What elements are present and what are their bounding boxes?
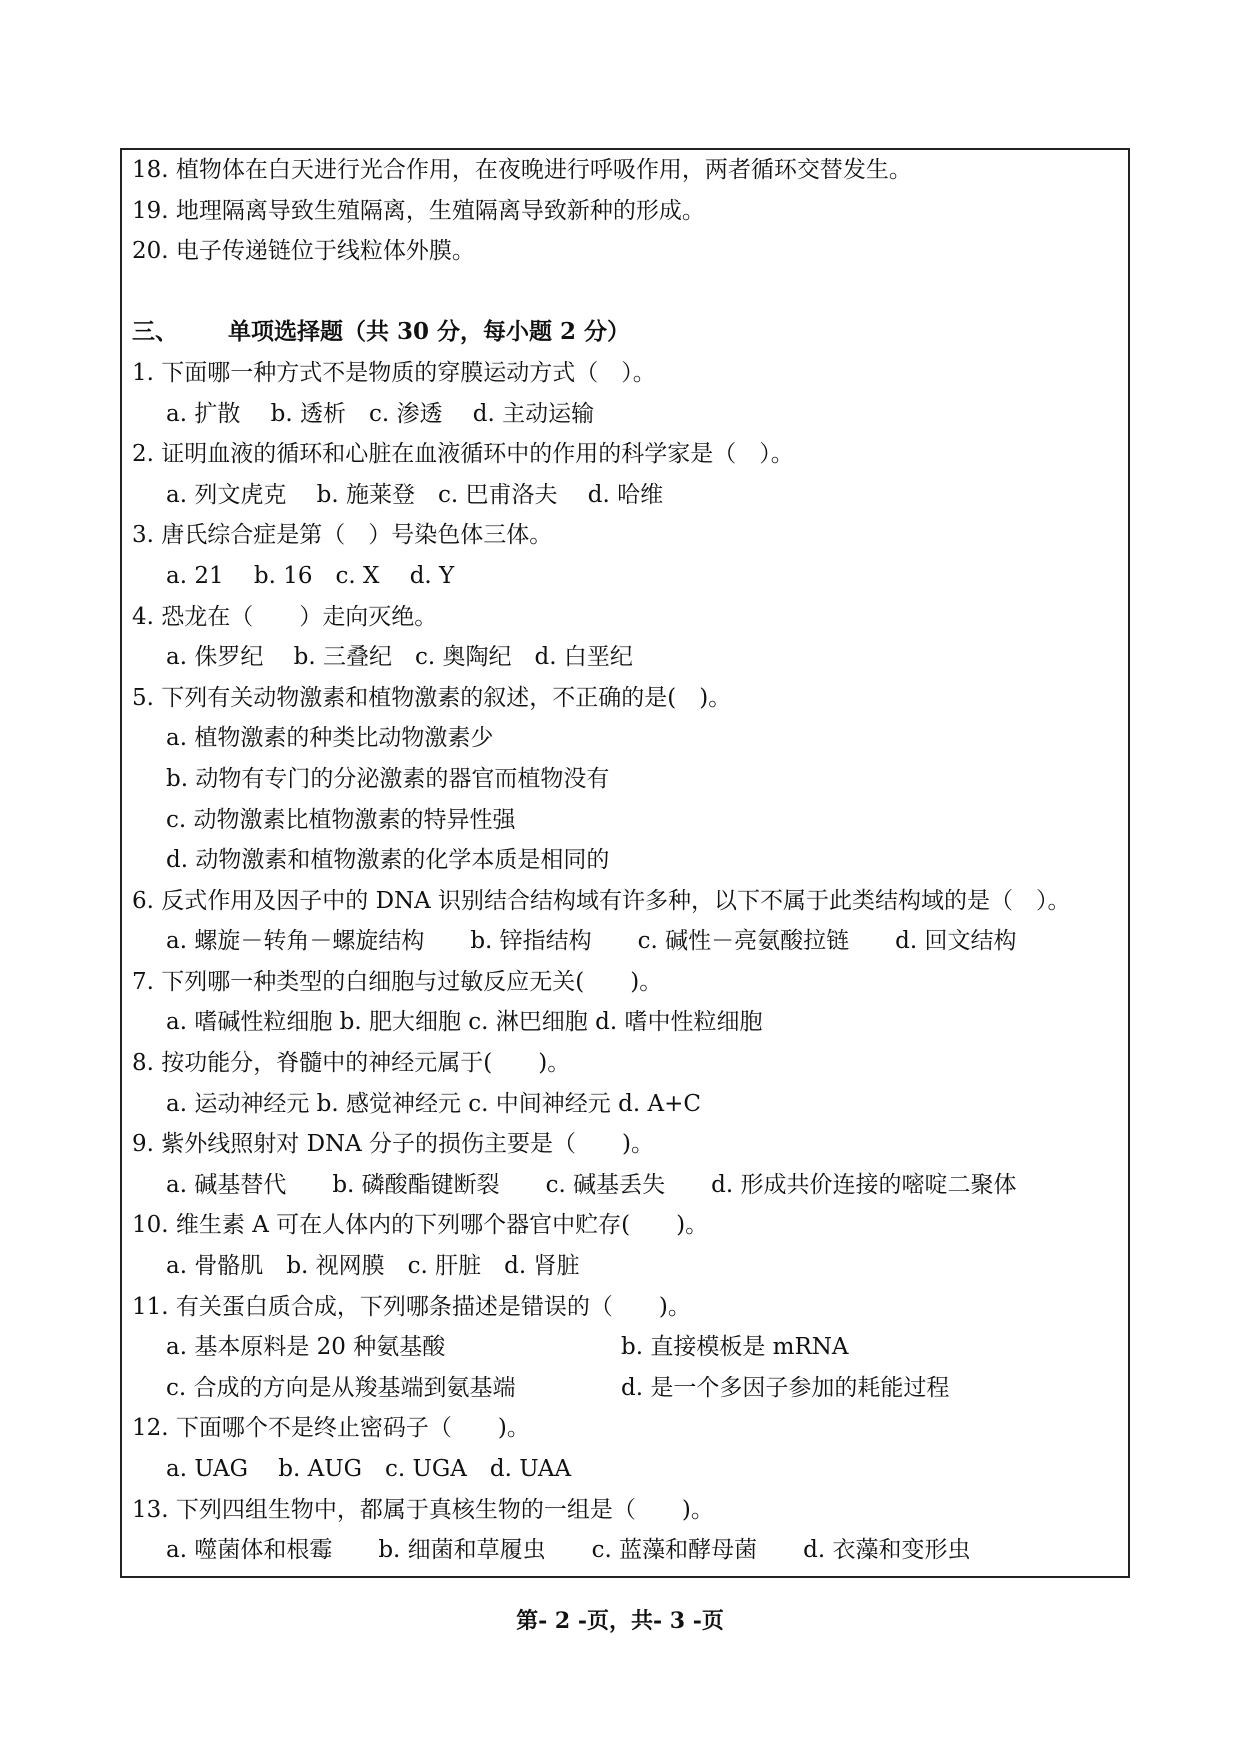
question-11-option-b: b. 直接模板是 mRNA [621, 1334, 849, 1361]
question-11-option-d: d. 是一个多因子参加的耗能过程 [621, 1374, 950, 1401]
question-3-options: a. 21 b. 16 c. X d. Y [166, 562, 455, 589]
question-12-options: a. UAG b. AUG c. UGA d. UAA [166, 1456, 572, 1482]
question-8-options: a. 运动神经元 b. 感觉神经元 c. 中间神经元 d. A+C [166, 1090, 701, 1117]
judgment-item-18: 18. 植物体在白天进行光合作用，在夜晚进行呼吸作用，两者循环交替发生。 [132, 157, 912, 183]
section-title: 单项选择题（共 30 分，每小题 2 分） [228, 318, 631, 346]
question-4-options: a. 侏罗纪 b. 三叠纪 c. 奥陶纪 d. 白垩纪 [166, 644, 633, 671]
question-10-stem: 10. 维生素 A 可在人体内的下列哪个器官中贮存( )。 [132, 1212, 709, 1239]
exam-content [132, 150, 1120, 1571]
question-7-options: a. 嗜碱性粒细胞 b. 肥大细胞 c. 淋巴细胞 d. 嗜中性粒细胞 [166, 1009, 763, 1036]
question-5-option-b: b. 动物有专门的分泌激素的器官而植物没有 [166, 765, 610, 792]
question-9-stem: 9. 紫外线照射对 DNA 分子的损伤主要是（ )。 [132, 1131, 655, 1158]
question-11-option-c: c. 合成的方向是从羧基端到氨基端 [166, 1374, 516, 1401]
question-7-stem: 7. 下列哪一种类型的白细胞与过敏反应无关( )。 [132, 968, 663, 995]
question-2-options: a. 列文虎克 b. 施莱登 c. 巴甫洛夫 d. 哈维 [166, 481, 664, 508]
exam-page-frame [120, 148, 1130, 1578]
question-4-stem: 4. 恐龙在（ ）走向灭绝。 [132, 603, 438, 630]
question-10-options: a. 骨骼肌 b. 视网膜 c. 肝脏 d. 肾脏 [166, 1253, 580, 1280]
question-6-stem: 6. 反式作用及因子中的 DNA 识别结合结构域有许多种，以下不属于此类结构域的是（ ）。 [132, 887, 1071, 914]
spacer [132, 272, 1120, 313]
question-12-stem: 12. 下面哪个不是终止密码子（ )。 [132, 1415, 530, 1442]
question-3-stem: 3. 唐氏综合症是第（ ）号染色体三体。 [132, 522, 553, 549]
question-8-stem: 8. 按功能分，脊髓中的神经元属于( )。 [132, 1050, 571, 1077]
question-13-stem: 13. 下列四组生物中，都属于真核生物的一组是（ )。 [132, 1496, 714, 1523]
question-5-stem: 5. 下列有关动物激素和植物激素的叙述，不正确的是( )。 [132, 684, 732, 711]
question-5-option-c: c. 动物激素比植物激素的特异性强 [166, 806, 516, 833]
question-11-options-row-1 [132, 1327, 1120, 1368]
section-number: 三、 [132, 318, 178, 346]
judgment-item-19: 19. 地理隔离导致生殖隔离，生殖隔离导致新种的形成。 [132, 197, 705, 224]
question-5-option-d: d. 动物激素和植物激素的化学本质是相同的 [166, 847, 610, 874]
question-1-stem: 1. 下面哪一种方式不是物质的穿膜运动方式（ ）。 [132, 359, 656, 386]
question-6-options: a. 螺旋－转角－螺旋结构 b. 锌指结构 c. 碱性－亮氨酸拉链 d. 回文结构 [166, 928, 1017, 955]
question-11-option-a: a. 基本原料是 20 种氨基酸 [166, 1334, 446, 1361]
section-heading [132, 312, 1120, 353]
page-footer: 第- 2 -页，共- 3 -页 [516, 1608, 724, 1634]
judgment-item-20: 20. 电子传递链位于线粒体外膜。 [132, 238, 475, 265]
question-11-options-row-2 [132, 1368, 1120, 1409]
question-1-options: a. 扩散 b. 透析 c. 渗透 d. 主动运输 [166, 400, 595, 427]
question-9-options: a. 碱基替代 b. 磷酸酯键断裂 c. 碱基丢失 d. 形成共价连接的嘧啶二聚体 [166, 1171, 1017, 1198]
question-11-stem: 11. 有关蛋白质合成，下列哪条描述是错误的（ )。 [132, 1293, 691, 1320]
question-2-stem: 2. 证明血液的循环和心脏在血液循环中的作用的科学家是（ ）。 [132, 441, 794, 468]
question-5-option-a: a. 植物激素的种类比动物激素少 [166, 725, 494, 752]
question-13-options: a. 噬菌体和根霉 b. 细菌和草履虫 c. 蓝藻和酵母菌 d. 衣藻和变形虫 [166, 1537, 971, 1564]
